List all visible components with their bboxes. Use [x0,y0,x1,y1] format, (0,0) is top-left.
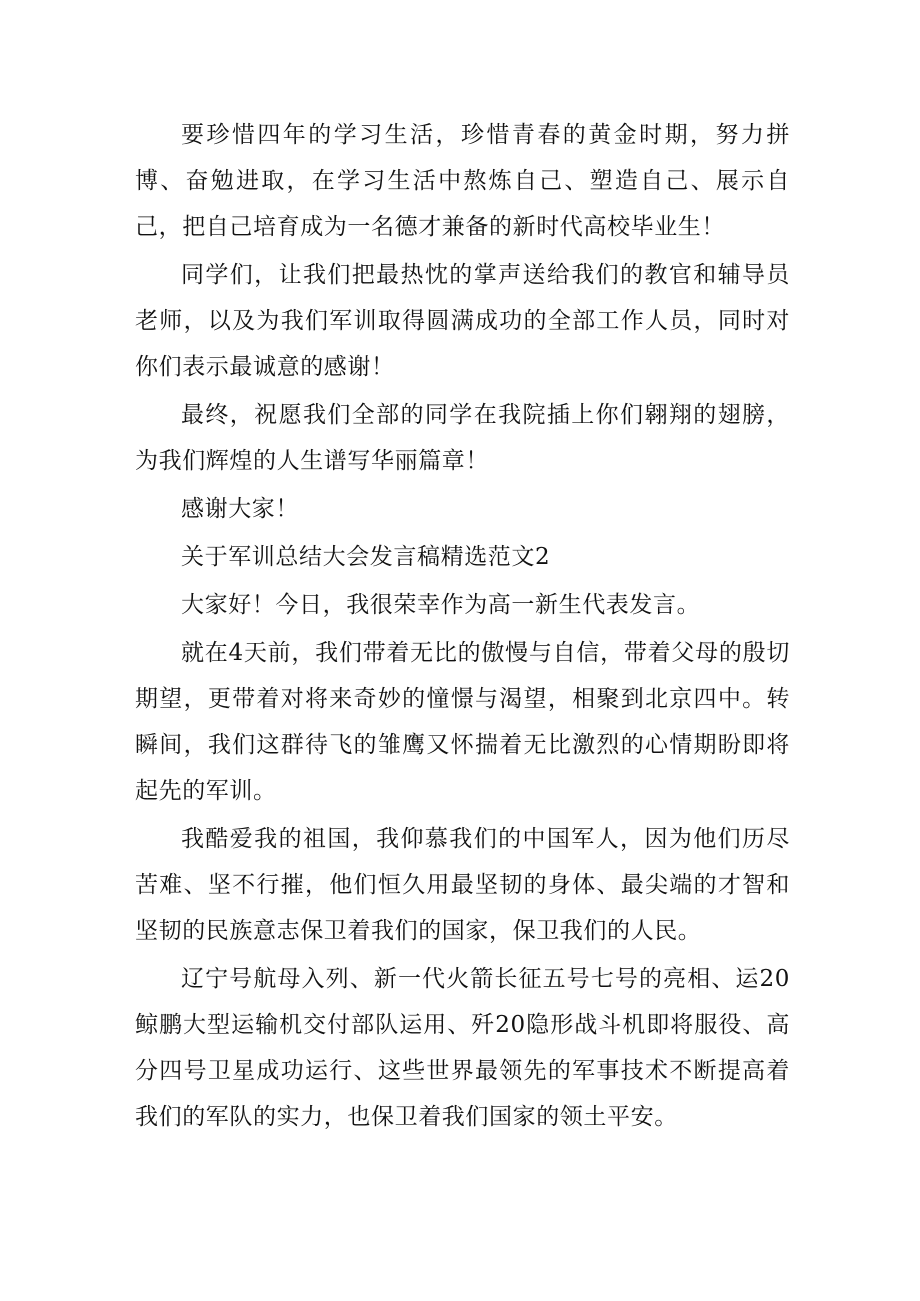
paragraph-1: 要珍惜四年的学习生活，珍惜青春的黄金时期，努力拼博、奋勉进取，在学习生活中熬炼自己、塑造自己、展示自己，把自己培育成为一名德才兼备的新时代高校毕业生！ [135,122,790,240]
paragraph-3: 最终，祝愿我们全部的同学在我院插上你们翱翔的翅膀，为我们辉煌的人生谱写华丽篇章！ [135,402,790,474]
paragraph-7: 辽宁号航母入列、新一代火箭长征五号七号的亮相、运20鲸鹏大型运输机交付部队运用、歼20隐形战斗机即将服役、高分四号卫星成功运行、这些世界最领先的军事技术不断提高着我们的军队的实力，也保卫着我们国家的领土平安。 [135,966,790,1130]
section-heading: 关于军训总结大会发言稿精选范文2 [181,544,551,570]
paragraph-4: 感谢大家！ [181,496,299,522]
paragraph-greeting: 大家好！今日，我很荣幸作为高一新生代表发言。 [181,592,701,618]
paragraph-6: 我酷爱我的祖国，我仰慕我们的中国军人，因为他们历尽苦难、坚不行摧，他们恒久用最坚韧的身体、最尖端的才智和坚韧的民族意志保卫着我们的国家，保卫我们的人民。 [135,826,790,944]
paragraph-5: 就在4天前，我们带着无比的傲慢与自信，带着父母的殷切期望，更带着对将来奇妙的憧憬与渴望，相聚到北京四中。转瞬间，我们这群待飞的雏鹰又怀揣着无比激烈的心情期盼即将起先的军训。 [135,640,790,804]
paragraph-2: 同学们，让我们把最热忱的掌声送给我们的教官和辅导员老师，以及为我们军训取得圆满成功的全部工作人员，同时对你们表示最诚意的感谢！ [135,262,790,380]
